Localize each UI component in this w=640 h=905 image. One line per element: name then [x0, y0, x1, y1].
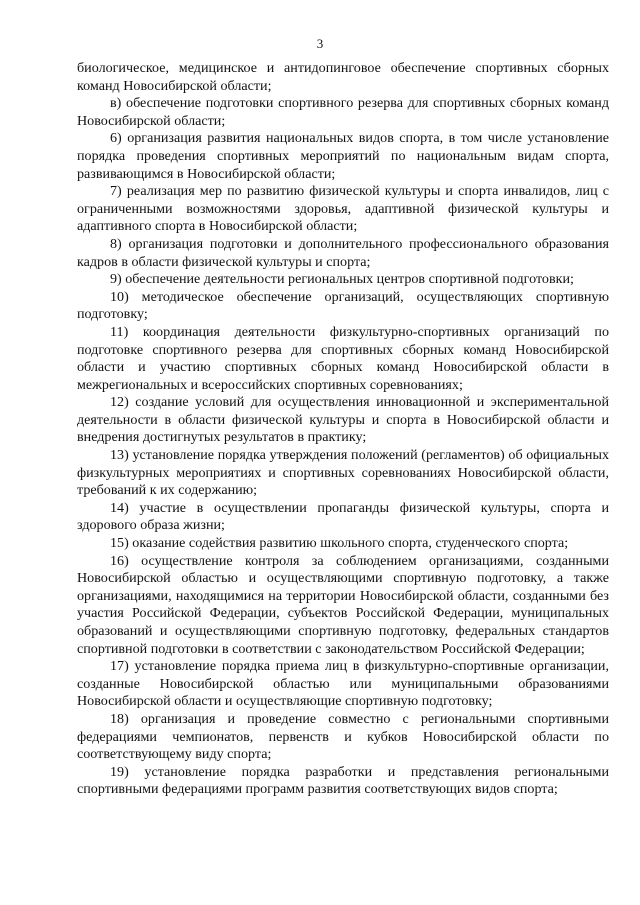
paragraph-item-11: 11) координация деятельности физкультурно-спортивных организаций по подготовке спортивного резерва для спортивных сборных команд Новосибирской области и участию спортивных сборных команд Новосибирской области в межрегиональных и всероссийских спортивных соревнованиях;	[77, 323, 609, 393]
paragraph-item-7: 7) реализация мер по развитию физической культуры и спорта инвалидов, лиц с ограниченными возможностями здоровья, адаптивной физической культуры и адаптивного спорта в Новосибирской области;	[77, 183, 609, 235]
paragraph-item-6: 6) организация развития национальных видов спорта, в том числе установление порядка проведения спортивных мероприятий по национальным видам спорта, развивающимся в Новосибирской области;	[77, 130, 609, 182]
paragraph-item-15: 15) оказание содействия развитию школьного спорта, студенческого спорта;	[110, 535, 569, 552]
paragraph-item-13: 13) установление порядка утверждения положений (регламентов) об официальных физкультурных мероприятиях и спортивных соревнованиях Новосибирской области, требований к их содержанию;	[77, 447, 609, 499]
page-number: 3	[316, 36, 324, 51]
paragraph-item-12: 12) создание условий для осуществления инновационной и экспериментальной деятельности в области физической культуры и спорта в Новосибирской области и внедрения достигнутых результатов в практику;	[77, 394, 609, 446]
paragraph-continuation: биологическое, медицинское и антидопинговое обеспечение спортивных сборных команд Новосибирской области;	[77, 60, 609, 94]
paragraph-item-18: 18) организация и проведение совместно с региональными спортивными федерациями чемпионатов, первенств и кубков Новосибирской области по соответствующему виду спорта;	[77, 710, 609, 763]
paragraph-item-19: 19) установление порядка разработки и представления региональными спортивными федерациями программ развития соответствующих видов спорта;	[77, 763, 609, 798]
body-text	[77, 60, 609, 799]
paragraph-item-10: 10) методическое обеспечение организаций, осуществляющих спортивную подготовку;	[77, 288, 609, 323]
paragraph-item-14: 14) участие в осуществлении пропаганды физической культуры, спорта и здорового образа жизни;	[77, 499, 609, 534]
paragraph-item-8: 8) организация подготовки и дополнительного профессионального образования кадров в области физической культуры и спорта;	[77, 235, 609, 270]
paragraph-item-17: 17) установление порядка приема лиц в физкультурно-спортивные организации, созданные Новосибирской областью или муниципальными образованиями Новосибирской области и осуществляющие спортивную подготовку;	[77, 658, 609, 710]
paragraph-item-9: 9) обеспечение деятельности региональных центров спортивной подготовки;	[110, 271, 574, 288]
paragraph-item-v: в) обеспечение подготовки спортивного резерва для спортивных сборных команд Новосибирской области;	[77, 95, 609, 129]
paragraph-item-16: 16) осуществление контроля за соблюдением организациями, созданными Новосибирской областью и осуществляющими спортивную подготовку, а также организациями, находящимися на территории Новосибирской области, созданными без участия Российской Федерации, субъектов Российской Федерации, муниципальных образований и осуществляющими спортивную подготовку, федеральных стандартов спортивной подготовки в соответствии с законодательством Российской Федерации;	[77, 552, 609, 657]
